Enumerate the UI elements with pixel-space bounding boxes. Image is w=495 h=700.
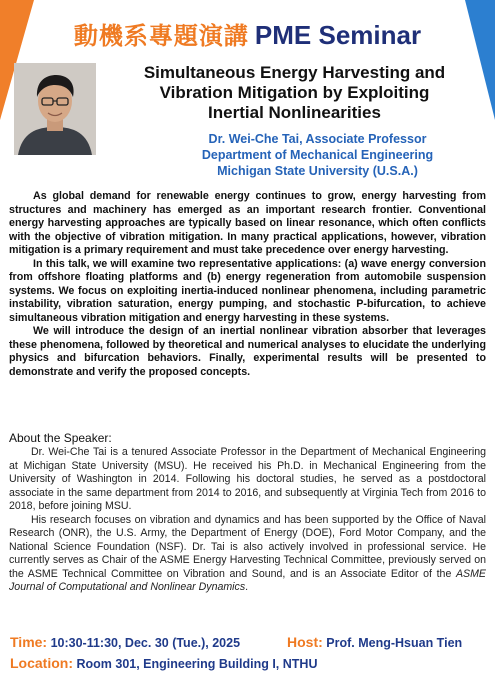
about-speaker-heading: About the Speaker: [9,431,112,445]
bio-paragraph: Dr. Wei-Che Tai is a tenured Associate Professor in the Department of Mechanical Engineering at Michigan State University (MSU). He received his Ph.D. in Mechanical Engineering from the University of Washington in 2014. Following his doctoral studies, he served as a postdoctoral associate in the same department from 2014 to 2016, and subsequently at Virginia Tech from 2016 to 2018, before joining MSU. [9,446,486,512]
speaker-photo [14,63,96,155]
bio-paragraph [9,514,486,595]
chinese-title: 動機系專題演講 [73,22,249,50]
talk-title-line: Inertial Nonlinearities [208,103,381,122]
time-value: 10:30-11:30, Dec. 30 (Tue.), 2025 [50,636,241,650]
abstract [9,190,486,379]
bio-text-end: . [245,581,249,593]
host-value: Prof. Meng-Hsuan Tien [326,636,463,650]
bio-text: His research focuses on vibration and dynamics and has been supported by the Office of Naval Research (ONR), the U.S. Army, the Department of Energy (DOE), Ford Motor Company, and the National Science Foundation (NSF). Dr. Tai is also actively involved in professional service. He currently serves as Chair of the ASME Energy Harvesting Technical Committee, previously served on the ASME Technical Committee on Vibration and Sound, and is an Associate Editor of the [9,513,486,580]
host-block [287,634,462,650]
time-host-row [10,634,485,650]
location-value: Room 301, Engineering Building I, NTHU [76,657,318,671]
abstract-paragraph: We will introduce the design of an inertial nonlinear vibration absorber that leverages these phenomena, followed by theoretical and numerical analyses to elucidate the underlying physics and bifurcation behaviors. Finally, experimental results will be presented to demonstrate and verify the proposed concepts. [9,325,486,378]
about-speaker [9,446,486,595]
talk-title-line: Vibration Mitigation by Exploiting [159,83,430,102]
poster-header [0,16,495,51]
speaker-info [150,131,485,179]
journal-name: ASME Journal of Computational and Nonlinear Dynamics [9,567,486,593]
talk-title [104,63,485,123]
abstract-paragraph: In this talk, we will examine two representative applications: (a) wave energy conversion from offshore floating platforms and (b) energy regeneration from automobile suspension systems. We focus on exploiting inertia-induced nonlinear phenomena, including parametric instability, vibration saturation, energy pumping, and stochastic P-bifurcation, to achieve simultaneous vibration mitigation and energy harvesting in these systems. [9,257,486,324]
speaker-name: Dr. Wei-Che Tai, Associate Professor [208,132,427,146]
time-label: Time: [10,634,48,650]
speaker-university: Michigan State University (U.S.A.) [217,164,418,178]
seminar-title: PME Seminar [254,20,422,50]
speaker-department: Department of Mechanical Engineering [201,148,434,162]
location-row [10,655,485,671]
talk-title-line: Simultaneous Energy Harvesting and [143,63,446,82]
abstract-paragraph: As global demand for renewable energy continues to grow, energy harvesting from structures and machinery has emerged as an important research frontier. Conventional energy harvesting approaches are typically based on linear resonance, which often conflicts with the objective of vibration mitigation. In many practical applications, however, vibration mitigation is a primary requirement and must take precedence over energy harvesting. [9,190,486,256]
host-label: Host: [287,634,323,650]
location-label: Location: [10,655,73,671]
